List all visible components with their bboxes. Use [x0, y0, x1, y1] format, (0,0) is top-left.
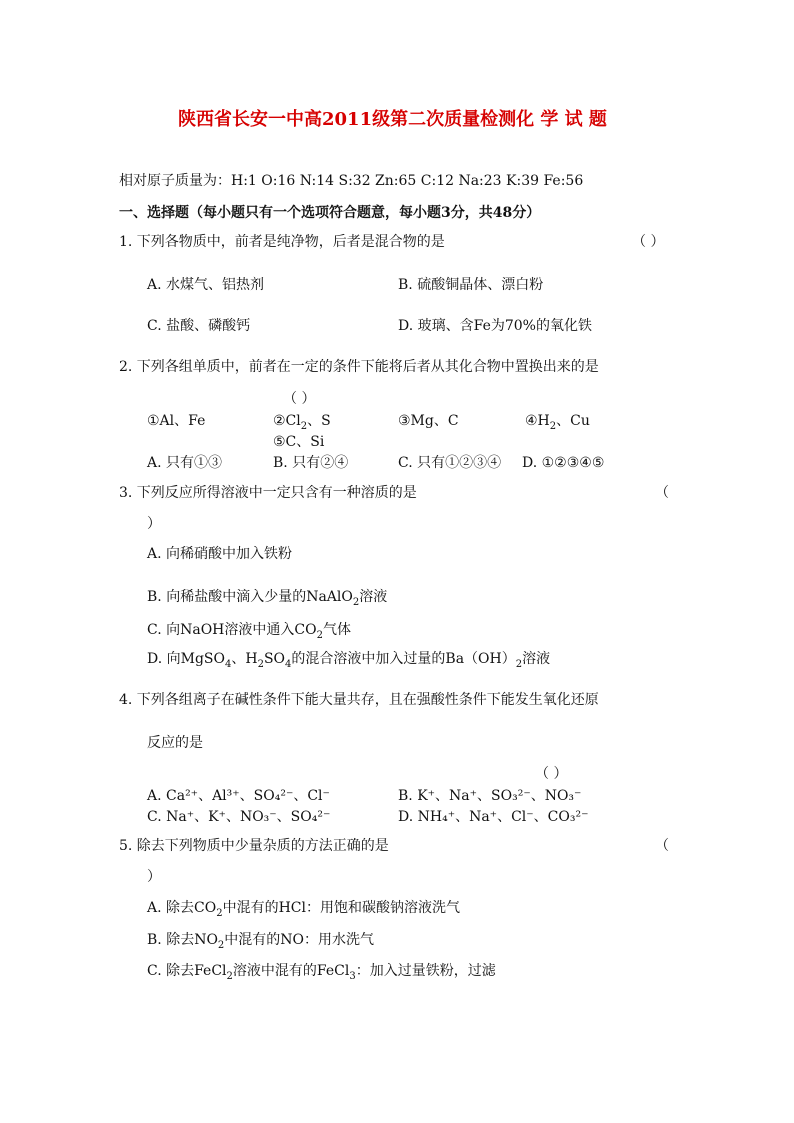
- section-heading: 一、选择题（每小题只有一个选项符合题意，每小题3分，共48分）: [119, 205, 541, 221]
- q2-option-a: A. 只有①③: [147, 455, 223, 471]
- page-title: 陕西省长安一中高2011级第二次质量检测化 学 试 题: [178, 109, 607, 130]
- q3-option-b: B. 向稀盐酸中滴入少量的NaAlO$_2$溶液: [147, 589, 388, 608]
- q2-group-5: ⑤C、Si: [273, 434, 325, 450]
- q4-option-b: B. K⁺、Na⁺、SO₃²⁻、NO₃⁻: [398, 788, 582, 804]
- q2-option-b: B. 只有②④: [273, 455, 349, 471]
- q3-bracket-close: ）: [147, 516, 161, 532]
- q5-stem: 5. 除去下列物质中少量杂质的方法正确的是: [119, 838, 389, 854]
- q5-option-b: B. 除去$NO_2$中混有的NO：用水洗气: [147, 932, 375, 951]
- q2-group-1: ①Al、Fe: [147, 413, 206, 429]
- q2-group-4: $④H_2$、Cu: [525, 413, 590, 432]
- q1-stem: 1. 下列各物质中，前者是纯净物，后者是混合物的是: [119, 234, 445, 250]
- q1-option-a: A. 水煤气、铝热剂: [147, 277, 265, 293]
- q1-answer-bracket: （ ）: [632, 234, 665, 250]
- q3-option-a: A. 向稀硝酸中加入铁粉: [147, 546, 293, 562]
- q2-option-c: C. 只有①②③④: [398, 455, 502, 471]
- q2-answer-bracket: （ ）: [283, 391, 316, 407]
- q2-group-3: ③Mg、C: [398, 413, 459, 429]
- q1-option-c: C. 盐酸、磷酸钙: [147, 318, 251, 334]
- q3-option-c: C. 向NaOH溶液中通入$CO_2$气体: [147, 622, 351, 641]
- q1-option-b: B. 硫酸铜晶体、漂白粉: [398, 277, 544, 293]
- q5-option-a: A. 除去$CO_2$中混有的HCl：用饱和碳酸钠溶液洗气: [147, 900, 460, 919]
- q4-option-c: C. Na⁺、K⁺、NO₃⁻、SO₄²⁻: [147, 809, 331, 825]
- q2-stem: 2. 下列各组单质中，前者在一定的条件下能将后者从其化合物中置换出来的是: [119, 359, 599, 375]
- atomic-mass-line: 相对原子质量为：H:1 O:16 N:14 S:32 Zn:65 C:12 Na:23 K:39 Fe:56: [119, 173, 584, 189]
- q4-stem-continued: 反应的是: [147, 735, 203, 751]
- q5-bracket-close: ）: [147, 869, 161, 885]
- q1-option-d: D. 玻璃、含Fe为70%的氧化铁: [398, 318, 592, 334]
- q2-option-d: D. ①②③④⑤: [522, 455, 605, 471]
- q5-bracket-open: （: [655, 838, 669, 854]
- q5-option-c: C. 除去FeCl$_2$溶液中混有的FeCl$_3$：加入过量铁粉，过滤: [147, 963, 496, 982]
- q4-answer-bracket: （ ）: [535, 766, 568, 782]
- q3-option-d: D. 向MgSO$_4$、$H_2SO_4$的混合溶液中加入过量的$Ba(OH)_2$溶液: [147, 651, 551, 670]
- q3-bracket-open: （: [655, 485, 669, 501]
- q4-stem: 4. 下列各组离子在碱性条件下能大量共存，且在强酸性条件下能发生氧化还原: [119, 692, 599, 708]
- q4-option-d: D. NH₄⁺、Na⁺、Cl⁻、CO₃²⁻: [398, 809, 589, 825]
- q4-option-a: A. Ca²⁺、Al³⁺、SO₄²⁻、Cl⁻: [147, 788, 330, 804]
- q2-group-2: $②Cl_2$、S: [273, 413, 331, 432]
- q3-stem: 3. 下列反应所得溶液中一定只含有一种溶质的是: [119, 485, 417, 501]
